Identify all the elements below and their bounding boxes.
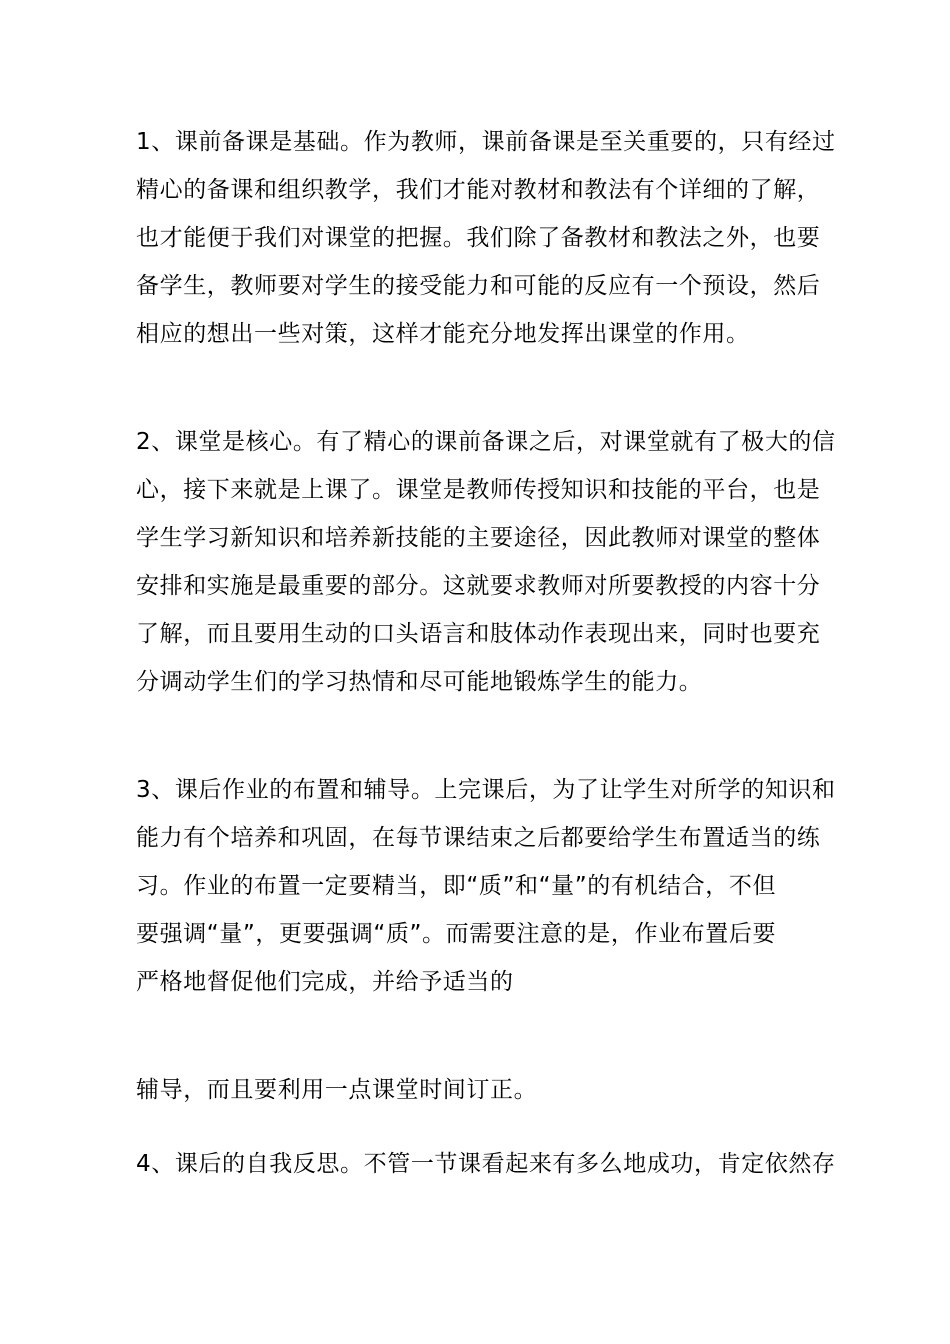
text-line: 3、课后作业的布置和辅导。上完课后，为了让学生对所学的知识和	[136, 777, 836, 803]
paragraph-4-self-reflection	[136, 1140, 836, 1188]
text-line: 心，接下来就是上课了。课堂是教师传授知识和技能的平台，也是	[136, 477, 821, 503]
paragraph-2-classroom-core	[136, 418, 836, 706]
text-line: 安排和实施是最重要的部分。这就要求教师对所要教授的内容十分	[136, 573, 821, 599]
text-line: 备学生，教师要对学生的接受能力和可能的反应有一个预设，然后	[136, 273, 821, 299]
text-line: 习。作业的布置一定要精当，即“质”和“量”的有机结合，不但	[136, 873, 777, 899]
text-line: 4、课后的自我反思。不管一节课看起来有多么地成功，肯定依然存	[136, 1151, 836, 1177]
text-line: 严格地督促他们完成，并给予适当的	[136, 969, 514, 995]
text-line: 了解，而且要用生动的口头语言和肢体动作表现出来，同时也要充	[136, 621, 821, 647]
paragraph-3-homework	[136, 766, 836, 1006]
text-line: 分调动学生们的学习热情和尽可能地锻炼学生的能力。	[136, 669, 703, 695]
text-line: 能力有个培养和巩固，在每节课结束之后都要给学生布置适当的练	[136, 825, 821, 851]
text-line: 学生学习新知识和培养新技能的主要途径，因此教师对课堂的整体	[136, 525, 821, 551]
text-line: 相应的想出一些对策，这样才能充分地发挥出课堂的作用。	[136, 321, 750, 347]
paragraph-3-continuation	[136, 1066, 836, 1114]
text-line: 精心的备课和组织教学，我们才能对教材和教法有个详细的了解，	[136, 177, 821, 203]
text-line: 2、课堂是核心。有了精心的课前备课之后，对课堂就有了极大的信	[136, 429, 836, 455]
paragraph-1-lesson-preparation	[136, 118, 836, 358]
text-line: 1、课前备课是基础。作为教师，课前备课是至关重要的，只有经过	[136, 129, 836, 155]
text-line: 也才能便于我们对课堂的把握。我们除了备教材和教法之外，也要	[136, 225, 821, 251]
text-line: 辅导，而且要利用一点课堂时间订正。	[136, 1077, 538, 1103]
text-line: 要强调“量”，更要强调“质”。而需要注意的是，作业布置后要	[136, 921, 777, 947]
